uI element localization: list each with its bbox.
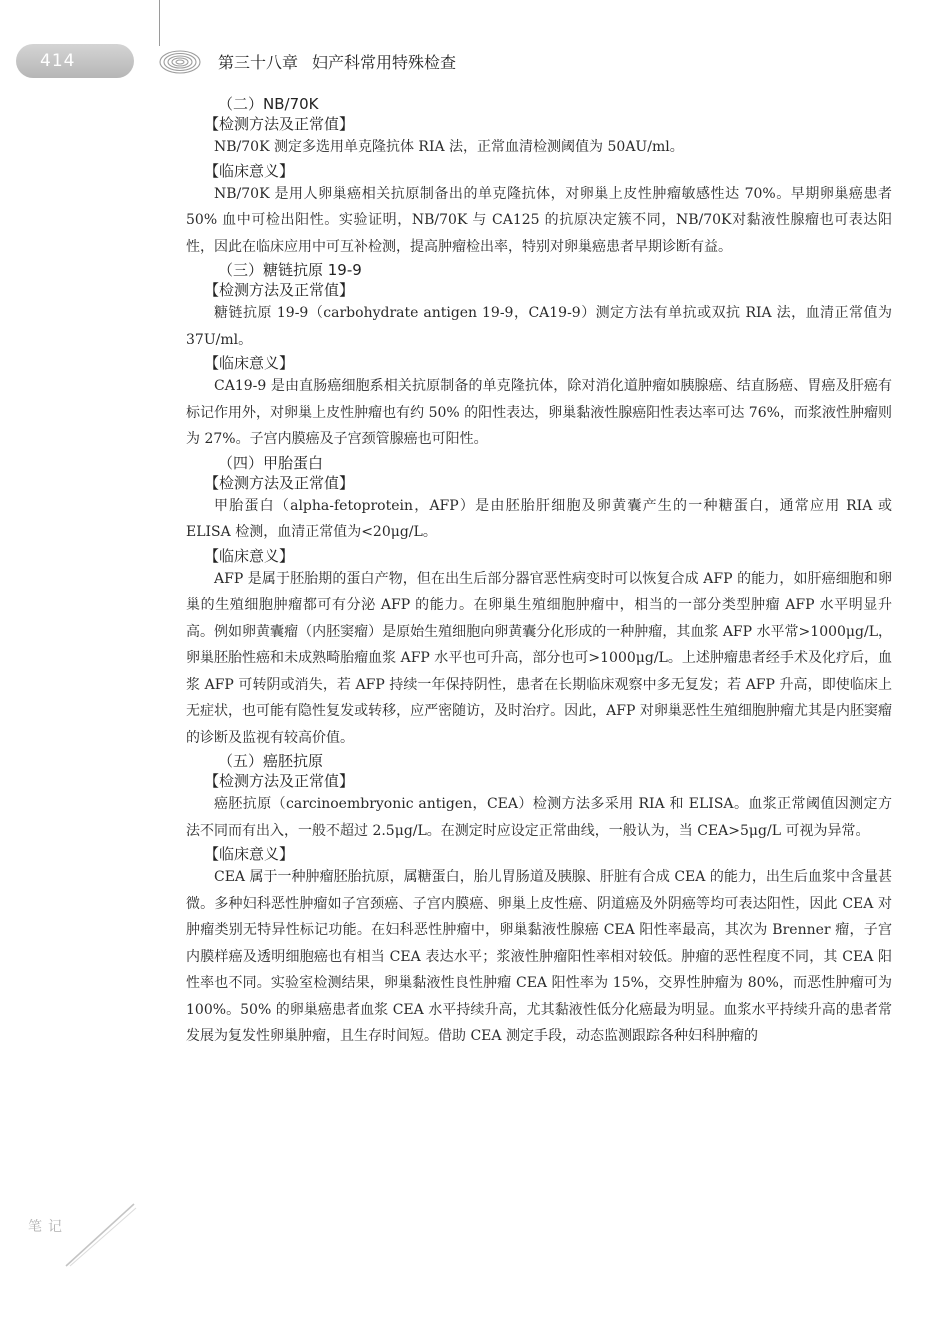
chapter-name: 妇产科常用特殊检查 xyxy=(312,53,457,72)
subsection-label: 【临床意义】 xyxy=(204,354,295,372)
paragraph: 甲胎蛋白（alpha-fetoprotein，AFP）是由胚胎肝细胞及卵黄囊产生的一种糖蛋白，通常应用 RIA 或 ELISA 检测，血清正常值为<20μg/L。 xyxy=(186,497,892,540)
paragraph: CEA 属于一种肿瘤胚胎抗原，属糖蛋白，胎儿胃肠道及胰腺、肝脏有合成 CEA 的能力，出生后血浆中含量甚微。多种妇科恶性肿瘤如子宫颈癌、子宫内膜癌、卵巢上皮性癌、阴道癌及外阴癌等均可表达阳性，因此 CEA 对肿瘤类别无特异性标记功能。在妇科恶性肿瘤中，卵巢黏液性腺癌 CEA 阳性率最高，其次为 Brenner 瘤，子宫内膜样癌及透明细胞癌也有相当 CEA 表达水平；浆液性肿瘤阳性率相对较低。肿瘤的恶性程度不同，其 CEA 阳性率也不同。实验室检测结果，卵巢黏液性良性肿瘤 CEA 阳性率为 15%，交界性肿瘤为 80%，而恶性肿瘤可为 100%。50% 的卵巢癌患者血浆 CEA 水平持续升高，尤其黏液性低分化癌最为明显。血浆水平持续升高的患者常发展为复发性卵巢肿瘤，且生存时间短。借助 CEA 测定手段，动态监测跟踪各种妇科肿瘤的 xyxy=(186,869,892,1044)
paragraph: 糖链抗原 19-9（carbohydrate antigen 19-9，CA19-9）测定方法有单抗或双抗 RIA 法，血清正常值为 37U/ml。 xyxy=(186,305,892,348)
section-heading: （三）糖链抗原 19-9 xyxy=(218,261,362,279)
paragraph: NB/70K 测定多选用单克隆抗体 RIA 法，正常血清检测阈值为 50AU/ml。 xyxy=(214,139,684,155)
page-content xyxy=(186,94,892,1050)
subsection-label: 【临床意义】 xyxy=(204,546,295,565)
section-heading: （二）NB/70K xyxy=(218,95,319,113)
paragraph: 癌胚抗原（carcinoembryonic antigen，CEA）检测方法多采用 RIA 和 ELISA。血浆正常阈值因测定方法不同而有出入，一般不超过 2.5μg/L。在测定时应设定正常曲线，一般认为，当 CEA>5μg/L 可视为异常。 xyxy=(186,796,892,839)
subsection-label: 【临床意义】 xyxy=(204,161,295,180)
section-heading: （五）癌胚抗原 xyxy=(218,752,324,770)
paragraph: NB/70K 是用人卵巢癌相关抗原制备出的单克隆抗体，对卵巢上皮性肿瘤敏感性达 70%。早期卵巢癌患者 50% 血中可检出阳性。实验证明，NB/70K 与 CA125 的抗原决定簇不同，NB/70K对黏液性腺瘤也可表达阳性，因此在临床应用中可互补检测，提高肿瘤检出率，特别对卵巢癌患者早期诊断有益。 xyxy=(186,185,892,255)
subsection-label: 【检测方法及正常值】 xyxy=(204,473,355,492)
subsection-label: 【检测方法及正常值】 xyxy=(204,772,355,790)
paragraph: AFP 是属于胚胎期的蛋白产物，但在出生后部分器官恶性病变时可以恢复合成 AFP 的能力，如肝癌细胞和卵巢的生殖细胞肿瘤都可有分泌 AFP 的能力。在卵巢生殖细胞肿瘤中，相当的一部分类型肿瘤 AFP 水平明显升高。例如卵黄囊瘤（内胚窦瘤）是原始生殖细胞向卵黄囊分化形成的一种肿瘤，其血浆 AFP 水平常>1000μg/L，卵巢胚胎性癌和未成熟畸胎瘤血浆 AFP 水平也可升高，部分也可>1000μg/L。上述肿瘤患者经手术及化疗后，血浆 AFP 可转阴或消失，若 AFP 持续一年保持阴性，患者在长期临床观察中多无复发；若 AFP 升高，即使临床上无症状，也可能有隐性复发或转移，应严密随访，及时治疗。因此，AFP 对卵巢恶性生殖细胞肿瘤尤其是内胚窦瘤的诊断及监视有较高价值。 xyxy=(186,570,892,746)
swirl-logo-icon xyxy=(158,38,202,82)
subsection-label: 【临床意义】 xyxy=(204,845,295,863)
pen-icon xyxy=(60,1200,140,1270)
chapter-number: 第三十八章 xyxy=(218,53,299,72)
page-number: 414 xyxy=(16,44,134,78)
margin-note-label: 笔记 xyxy=(28,1219,68,1235)
section-heading: （四）甲胎蛋白 xyxy=(218,453,324,472)
paragraph: CA19-9 是由直肠癌细胞系相关抗原制备的单克隆抗体，除对消化道肿瘤如胰腺癌、结直肠癌、胃癌及肝癌有标记作用外，对卵巢上皮性肿瘤也有约 50% 的阳性表达，卵巢黏液性腺癌阳性表达率可达 76%，而浆液性肿瘤则为 27%。子宫内膜癌及子宫颈管腺癌也可阳性。 xyxy=(186,378,892,447)
subsection-label: 【检测方法及正常值】 xyxy=(204,115,355,133)
subsection-label: 【检测方法及正常值】 xyxy=(204,281,355,299)
chapter-title xyxy=(218,50,456,73)
